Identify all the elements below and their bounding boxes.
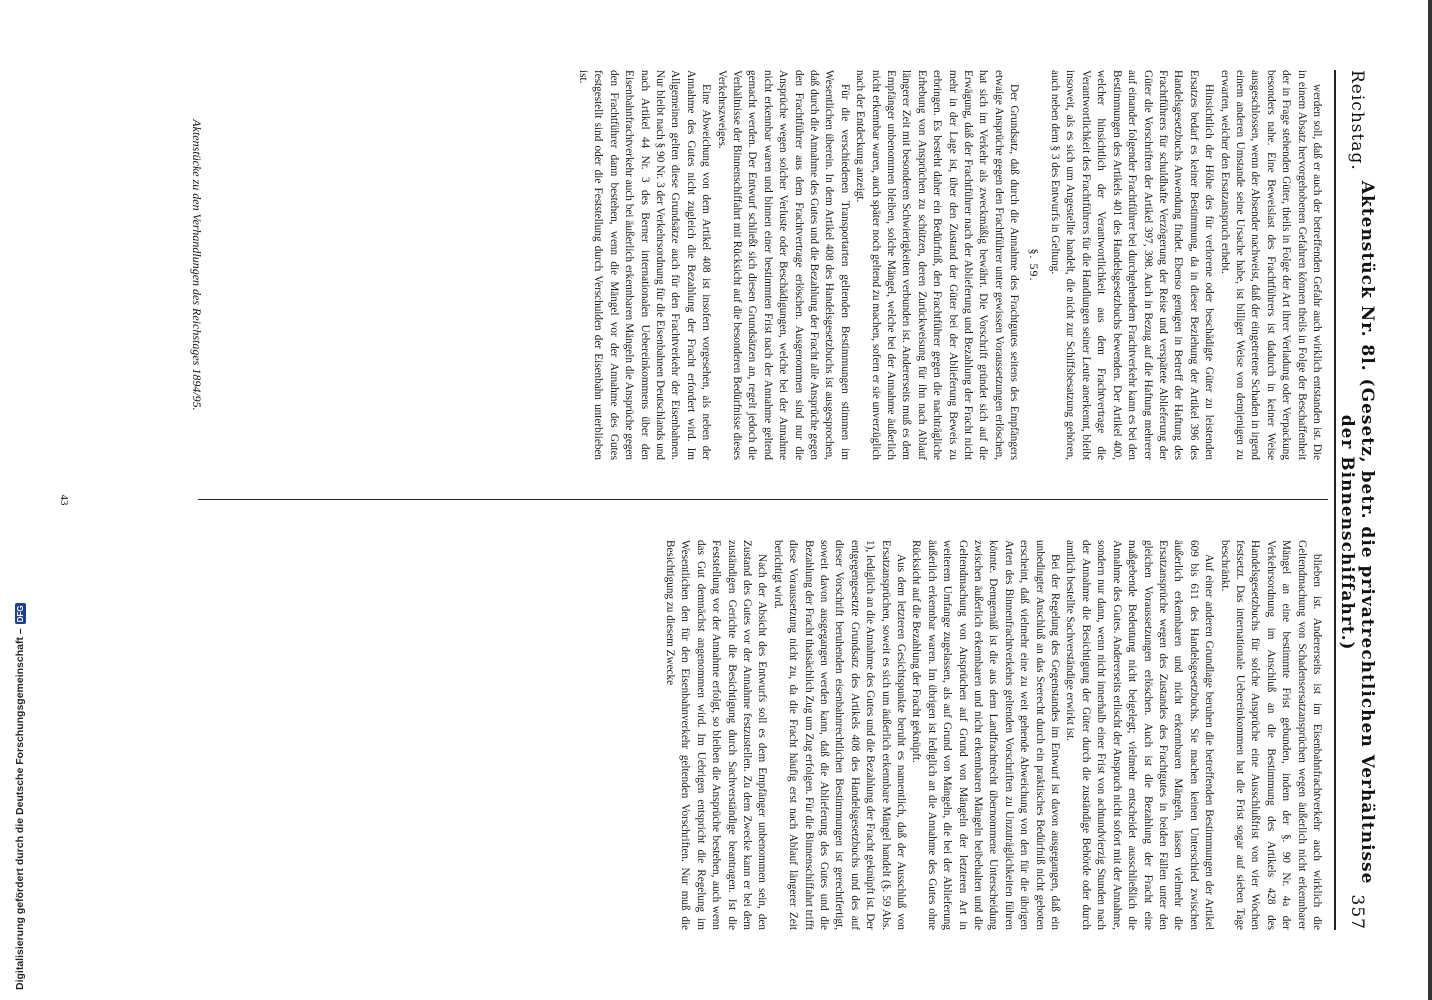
paragraph: Der Grundsatz, daß durch die Annahme des Frachtgutes seitens des Empfängers etwaige Ansprüche gegen den Frachtführer unter gewissen Voraussetzungen erlöschen, hat sich im Verkehr als zweckmäßig bewährt. Die Vorschrift gründet sich auf die Erwägung, daß der Frachtführer nach der Ablieferung und Bezahlung der Fracht nicht mehr in der Lage ist, über den Zustand der Güter bei der Ablieferung Beweis zu erbringen. Es besteht daher ein Bedürfniß, den Frachtführer gegen die nachträgliche Erhebung von Ansprüchen zu schützen, deren Zurückweisung für ihn nach Ablauf längerer Zeit mit besonderen Schwierigkeiten verbunden ist. Andererseits muß es dem Empfänger unbenommen bleiben, solche Mängel, welche bei der Annahme äußerlich nicht erkennbar waren, auch später noch geltend zu machen, sofern er sie unverzüglich nach der Entdeckung anzeigt. — [854, 70, 1021, 460]
section-heading: §. 59. — [1026, 248, 1041, 282]
header-left: Reichstag. — [1347, 70, 1367, 171]
paragraph: Hinsichtlich der Höhe des für verlorene oder beschädigte Güter zu leistenden Ersatzes bedarf es keiner Bestimmung, da in dieser Beziehung der Artikel 396 des Handelsgesetzbuchs Anwendung findet. Ebenso genügen in Betreff der Haftung des Frachtführers für schuldhafte Verzögerung der Reise und verspätete Ablieferung der Güter die Vorschriften der Artikel 397, 398. Auch in Bezug auf die Haftung mehrerer auf einander folgender Frachtführer bei durchgehendem Frachtverkehr kann es bei den Bestimmungen des Artikels 401 des Handelsgesetzbuchs bewenden. Der Artikel 400, welcher hinsichtlich der Verantwortlichkeit aus dem Frachtvertrage die Verantwortlichkeit des Frachtführers für die Handlungen seiner Leute anerkennt, bleibt insoweit, als es sich um Angestellte handelt, die nicht zur Schiffsbesatzung gehören, auch neben dem § 3 des Entwurfs in Geltung. — [1049, 70, 1216, 460]
digitization-credit — [14, 10, 26, 990]
paragraph: Bei der Regelung des Gegenstandes im Entwurf ist davon ausgegangen, daß ein unbedingter Anschluß an das Seerecht durch ein praktisches Bedürfniß nicht geboten erscheint, daß vielmehr eine zu weit gehende Abweichung von den für die übrigen Arten des Binnenfrachtverkehrs geltenden Vorschriften zu Unzuträglichkeiten führen könnte. Demgemäß ist die aus dem Landfrachtrecht übernommene Unterscheidung zwischen äußerlich erkennbaren und nicht erkennbaren Mängeln beibehalten und die Geltendmachung von Ansprüchen auf Grund von Mängeln der letzteren Art in weiterem Umfange zugelassen, als auf Grund von Mängeln, die bei der Ablieferung äußerlich erkennbar waren. Im übrigen ist lediglich an die Annahme des Gutes ohne Rücksicht auf die Bezahlung der Fracht geknüpft. — [910, 540, 1062, 930]
left-column — [214, 70, 1324, 460]
folio-number: 43 — [58, 494, 70, 506]
paragraph: Aus dem letzteren Gesichtspunkte beruht es namentlich, daß der Ausschluß von Ersatzansprüchen, soweit es sich um äußerlich erkennbare Mängel handelt (§. 59 Abs. 1), lediglich an die Annahme des Gutes und die Bezahlung der Fracht geknüpft ist. Der entgegengesetzte Grundsatz des Artikels 408 des Handelsgesetzbuchs und des auf dieser Vorschrift beruhenden eisenbahnrechtlichen Bestimmungen ist gerechtfertigt, soweit davon ausgegangen werden kann, daß die Ablieferung des Gutes und die Bezahlung der Fracht thatsächlich Zug um Zug erfolgen. Für die Binnenschiffahrt trifft diese Voraussetzung nicht zu, da die Fracht häufig erst nach Ablauf längerer Zeit berichtigt wird. — [771, 540, 908, 930]
running-head — [1337, 70, 1377, 930]
footline: Aktenstücke zu den Verhandlungen des Reichstages 1894/95. — [190, 119, 204, 411]
paragraph: Nach der Absicht des Entwurfs soll es dem Empfänger unbenommen sein, den Zustand des Gutes vor der Annahme festzustellen. Zu dem Zwecke kann er bei dem zuständigen Gerichte die Besichtigung durch Sachverständige beantragen. Ist die Feststellung vor der Annahme erfolgt, so bleiben die Ansprüche bestehen, auch wenn das Gut demnächst angenommen wird. Im Uebrigen entspricht die Regelung im Wesentlichen den für den Eisenbahnverkehr geltenden Vorschriften. Nur muß die Besichtigung zu diesem Zwecke — [663, 540, 769, 930]
paragraph: Eine Abweichung von dem Artikel 408 ist insofern vorgesehen, als neben der Annahme des Gutes nicht zugleich die Bezahlung der Fracht erfordert wird. Im Allgemeinen gelten diese Grundsätze auch für den Frachtverkehr der Eisenbahnen. Nur bleibt nach § 90 Nr. 3 der Verkehrsordnung für die Eisenbahnen Deutschlands und nach Artikel 44 Nr. 3 des Berner internationalen Uebereinkommens über den Eisenbahnfrachtverkehr auch bei äußerlich erkennbaren Mängeln die Ansprüche gegen den Frachtführer dann bestehen, wenn die Mängel vor der Annahme des Gutes festgestellt sind oder die Feststellung durch Verschulden der Eisenbahn unterblieben ist. — [576, 70, 713, 460]
column-divider — [198, 499, 1328, 500]
paragraph: blieben ist. Andererseits ist im Eisenbahnfrachtverkehr auch wirklich die Geltendmachung von Schadensersatzansprüchen wegen äußerlich nicht erkennbarer Mängel an eine bestimmte Frist gebunden, indem der §. 90 Nr. 4a der Verkehrsordnung im Anschluß an die Bestimmung des Artikels 428 des Handelsgesetzbuchs für solche Ansprüche eine Ausschlußfrist von vier Wochen festsetzt. Das internationale Uebereinkommen hat die Frist sogar auf sieben Tage beschränkt. — [1218, 540, 1323, 930]
header-title: Aktenstück Nr. 8l. (Gesetz, betr. die privatrechtlichen Verhältnisse der Binnenschiffahrt.) — [1337, 180, 1377, 885]
page-number: 357 — [1347, 894, 1367, 930]
paragraph: werden soll, daß er auch der betreffenden Gefahr auch wirklich entstanden ist. Die in einem Absatz hervorgehobenen Gefahren können theils in Folge der Beschaffenheit der in Frage stehenden Güter, theils in Folge der Art ihrer Verladung oder Verpackung besonders nahe. Eine Beweislast des Frachtführers ist dadurch in keiner Weise ausgeschlossen, wenn der Absender nachweist, daß der eingetretene Schaden in irgend einem anderen Umstande seine Ursache habe, ist billiger Weise von demjenigen zu erwarten, welcher den Ersatzanspruch erhebt. — [1218, 70, 1323, 460]
header-rule — [1334, 70, 1336, 930]
scan-edge — [1428, 0, 1432, 1000]
side-credit-strip — [0, 0, 40, 1000]
right-column — [74, 540, 1324, 930]
dfg-logo-icon: DFG — [15, 605, 25, 623]
paragraph: Für die verschiedenen Transportarten geltenden Bestimmungen stimmen im Wesentlichen überein. In dem Artikel 408 des Handelsgesetzbuchs ist ausgesprochen, daß durch die Annahme des Gutes und die Bezahlung der Fracht alle Ansprüche gegen den Frachtführer aus dem Frachtvertrage erlöschen. Ausgenommen sind nur die Ansprüche wegen solcher Verluste oder Beschädigungen, welche bei der Annahme nicht erkennbar waren und binnen einer bestimmten Frist nach der Annahme geltend gemacht werden. Der Entwurf schließt sich diesen Grundsätzen an, regelt jedoch die Verhältnisse der Binnenschiffahrt mit Rücksicht auf die besonderen Bedürfnisse dieses Verkehrszweiges. — [715, 70, 851, 460]
credit-text: Digitalisierung gefördert durch die Deutsche Forschungsgemeinschaft – — [14, 628, 26, 990]
paragraph: Auf einer anderen Grundlage beruhen die betreffenden Bestimmungen der Artikel 609 bis 611 des Handelsgesetzbuchs. Sie machen keinen Unterschied zwischen äußerlich erkennbaren und nicht erkennbaren Mängeln, lassen vielmehr die Ersatzansprüche wegen des Zustandes des Frachtgutes in beiden Fällen unter den gleichen Voraussetzungen erlöschen. Auch ist die Bezahlung der Fracht eine maßgebende Bedeutung nicht beigelegt; vielmehr entscheidet ausschließlich die Annahme des Gutes. Andererseits erlischt der Anspruch nicht sofort mit der Annahme, sondern nur dann, wenn nicht innerhalb einer Frist von achtundvierzig Stunden nach der Annahme die Besichtigung der Güter durch die zuständige Behörde oder durch amtlich bestellte Sachverständige erwirkt ist. — [1064, 540, 1216, 930]
